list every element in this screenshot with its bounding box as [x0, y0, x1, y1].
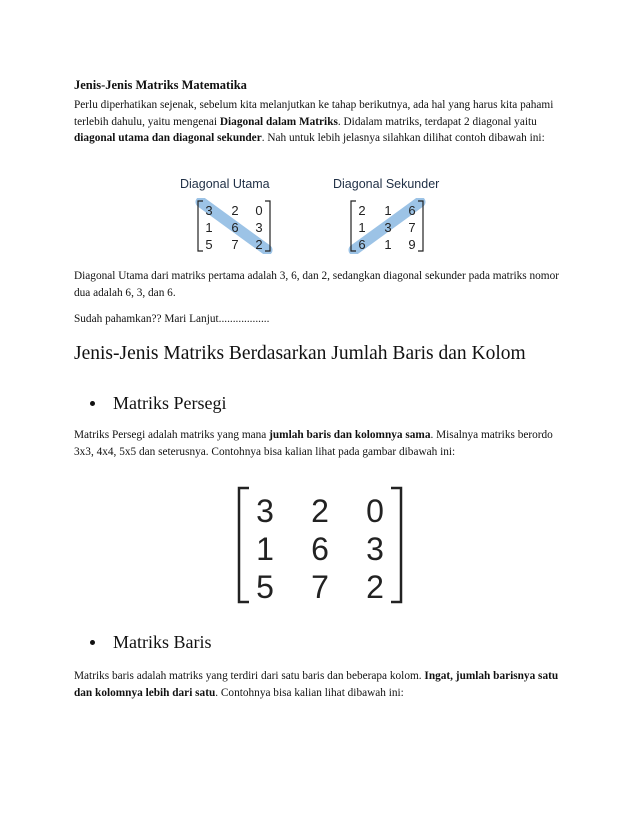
- matrix-cell: 5: [205, 237, 213, 252]
- persegi-text-2: . Misalnya matriks berordo 3x3, 4x4, 5x5 dan seterusnya. Contohnya bisa kalian lihat pada gambar dibawah ini:: [74, 429, 553, 458]
- matrix-cell: 2: [366, 569, 384, 605]
- bullet-title: Matriks Persegi: [113, 393, 227, 413]
- persegi-paragraph: [74, 427, 564, 460]
- matrix-cell: 0: [366, 493, 384, 529]
- matrix-cell: 1: [384, 203, 392, 218]
- intro-bold-1: Diagonal dalam Matriks: [219, 115, 338, 128]
- square-matrix-image: [235, 482, 405, 608]
- diagonal-utama-label: Diagonal Utama: [180, 177, 270, 191]
- matrix-cell: 5: [256, 569, 274, 605]
- baris-text-2: . Contohnya bisa kalian lihat dibawah ini:: [215, 686, 404, 699]
- matrix-cell: 3: [256, 493, 274, 529]
- matrix-cell: 6: [231, 220, 239, 235]
- matrix-cell: 1: [384, 237, 392, 252]
- bullet-dot: [90, 401, 95, 406]
- bullet-title: Matriks Baris: [113, 632, 212, 652]
- matrix-cell: 2: [358, 203, 366, 218]
- matrix-cell: 0: [255, 203, 263, 218]
- right-bracket: [391, 488, 401, 602]
- section-heading: Jenis-Jenis Matriks Matematika: [74, 78, 247, 92]
- matrix-cell: 2: [311, 493, 329, 529]
- matrix-cell: 2: [255, 237, 263, 252]
- baris-text-1: Matriks baris adalah matriks yang terdiri dari satu baris dan beberapa kolom.: [74, 670, 425, 682]
- intro-bold-2: diagonal utama dan diagonal sekunder: [74, 132, 262, 144]
- bullet-dot: [90, 640, 95, 645]
- intro-text-2: . Didalam matriks, terdapat 2 diagonal yaitu: [337, 115, 537, 128]
- secondary-diagonal-matrix: [348, 198, 426, 254]
- diagonal-explanation: Diagonal Utama dari matriks pertama adalah 3, 6, dan 2, sedangkan diagonal sekunder pada matriks nomor dua adalah 6, 3, dan 6.: [74, 270, 559, 299]
- matrix-cell: 6: [358, 237, 366, 252]
- matrix-cell: 1: [205, 220, 213, 235]
- matrix-cell: 6: [311, 531, 329, 567]
- intro-text-1: Perlu diperhatikan sejenak, sebelum kita melanjutkan ke tahap berikutnya, ada hal yang harus kita pahami terlebih dahulu, yaitu mengenai: [74, 99, 554, 128]
- intro-paragraph: [74, 97, 574, 147]
- matrix-cell: 7: [231, 237, 239, 252]
- bullet-matriks-persegi: [90, 393, 226, 414]
- baris-bold: Ingat, jumlah barisnya satu dan kolomnya lebih dari satu: [74, 670, 559, 699]
- matrix-cell: 7: [311, 569, 329, 605]
- bullet-matriks-baris: [90, 632, 212, 653]
- matrix-cell: 2: [231, 203, 239, 218]
- matrix-cell: 3: [366, 531, 384, 567]
- matrix-cell: 3: [205, 203, 213, 218]
- matrix-cell: 1: [358, 220, 366, 235]
- intro-text-3: . Nah untuk lebih jelasnya silahkan dilihat contoh dibawah ini:: [261, 132, 545, 144]
- persegi-text-1: Matriks Persegi adalah matriks yang mana: [74, 429, 270, 441]
- matrix-cell: 7: [408, 220, 416, 235]
- matrix-cell: 3: [384, 220, 392, 235]
- diagonal-sekunder-label: Diagonal Sekunder: [333, 177, 440, 191]
- left-bracket: [239, 488, 249, 602]
- persegi-bold: jumlah baris dan kolomnya sama: [269, 429, 431, 441]
- continue-text: Sudah pahamkan?? Mari Lanjut..................: [74, 313, 270, 325]
- matrix-entries: [256, 493, 384, 605]
- matrix-cell: 1: [256, 531, 274, 567]
- matrix-cell: 6: [408, 203, 416, 218]
- baris-paragraph: [74, 668, 564, 701]
- main-diagonal-matrix: [195, 198, 273, 254]
- matrix-cell: 3: [255, 220, 263, 235]
- matrix-cell: 9: [408, 237, 416, 252]
- main-heading: Jenis-Jenis Matriks Berdasarkan Jumlah Baris dan Kolom: [74, 343, 526, 364]
